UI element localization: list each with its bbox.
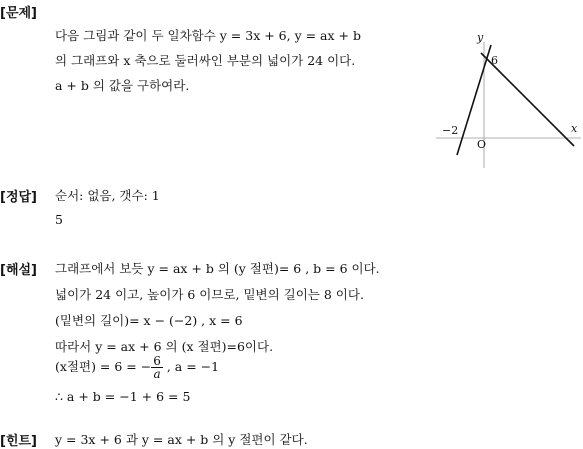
y-axis-label: y	[477, 31, 484, 44]
answer-value: 5	[55, 212, 63, 227]
fraction-suffix: , a = −1	[162, 359, 220, 374]
fraction-numerator: 6	[153, 354, 161, 368]
x-intercept-label: −2	[442, 124, 459, 137]
problem-line-1: 다음 그림과 같이 두 일차함수 y = 3x + 6, y = ax + b	[55, 28, 361, 43]
problem-line-3: a + b 의 값을 구하여라.	[55, 78, 190, 93]
fraction	[151, 355, 163, 380]
solution-line-3: (밑변의 길이)= x − (−2) , x = 6	[55, 313, 243, 328]
function-graph	[436, 20, 582, 170]
origin-label: O	[477, 138, 487, 151]
solution-line-4: 따라서 y = ax + 6 의 (x 절편)=6이다.	[55, 339, 274, 354]
answer-tag: [정답]	[0, 190, 37, 205]
solution-final: ∴ a + b = −1 + 6 = 5	[55, 389, 191, 404]
solution-tag: [해설]	[0, 263, 37, 278]
solution-fraction-line	[55, 355, 219, 380]
solution-line-2: 넓이가 24 이고, 높이가 6 이므로, 밑변의 길이는 8 이다.	[55, 287, 364, 302]
y-intercept-label: 6	[491, 54, 498, 67]
fraction-denominator: a	[153, 367, 161, 381]
solution-line-1: 그래프에서 보듯 y = ax + b 의 (y 절편)= 6 , b = 6 이다.	[55, 261, 380, 276]
fraction-prefix: (x절편) = 6 = −	[55, 359, 152, 374]
hint-tag: [힌트]	[0, 434, 37, 449]
problem-tag: [문제]	[0, 6, 37, 21]
problem-line-2: 의 그래프와 x 축으로 둘러싸인 부분의 넓이가 24 이다.	[55, 53, 356, 68]
x-axis-label: x	[571, 122, 578, 135]
answer-meta: 순서: 없음, 갯수: 1	[55, 188, 160, 203]
hint-text: y = 3x + 6 과 y = ax + b 의 y 절편이 같다.	[55, 432, 308, 447]
